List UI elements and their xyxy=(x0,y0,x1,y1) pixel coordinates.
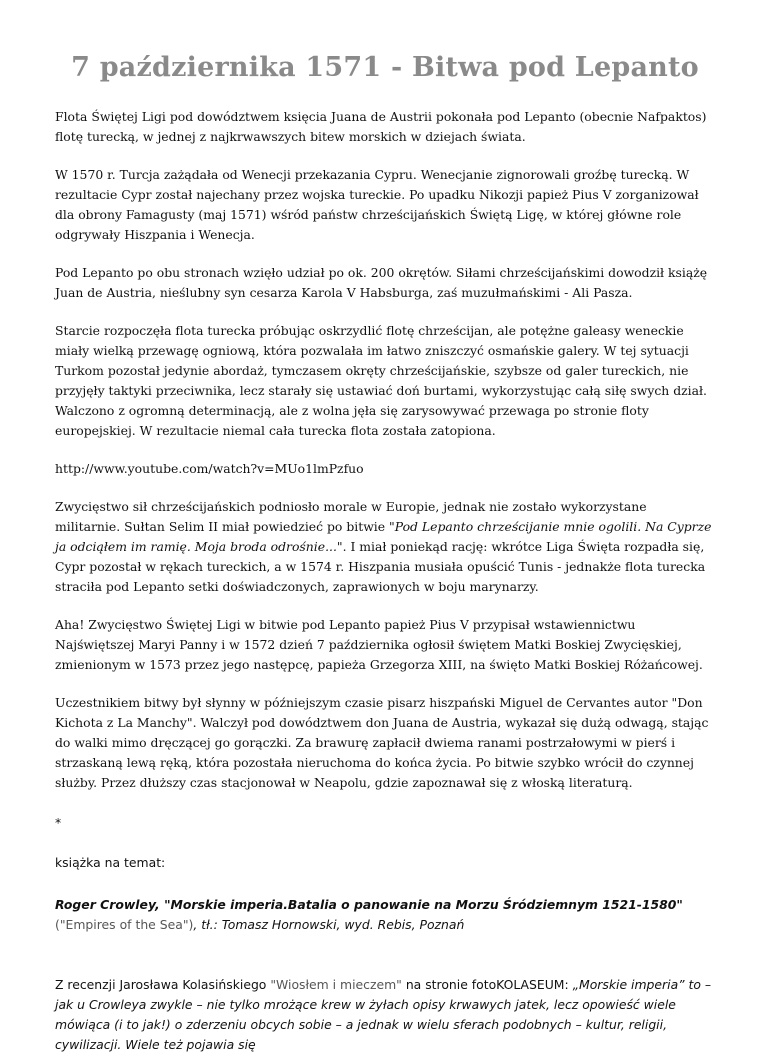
review-paragraph xyxy=(55,975,715,1055)
aftermath-text-a: Zwycięstwo sił chrześcijańskich podniosło morale w Europie, jednak nie zostało wykorzystane militarnie. Sułtan Selim II miał powiedzieć po bitwie " xyxy=(55,499,647,534)
book-publisher: , tł.: Tomasz Hornowski, wyd. Rebis, Poznań xyxy=(193,917,465,932)
paragraph-feast: Aha! Zwycięstwo Świętej Ligi w bitwie pod Lepanto papież Pius V przypisał wstawiennictwu Najświętszej Maryi Panny i w 1572 dzień 7 października ogłosił świętem Matki Boskiej Zwycięskiej, zmienionym w 1573 przez jego następcę, papieża Grzegorza XIII, na święto Matki Boskiej Różańcowej. xyxy=(55,617,703,672)
review-text-b: na stronie fotoKOLASEUM: xyxy=(401,977,573,992)
review-link[interactable]: "Wiosłem i mieczem" xyxy=(270,977,402,992)
book-original-title: ("Empires of the Sea") xyxy=(55,917,194,932)
paragraph-forces: Pod Lepanto po obu stronach wzięło udział po ok. 200 okrętów. Siłami chrześcijańskimi dowodził książę Juan de Austria, nieślubny syn cesarza Karola V Habsburga, zaś muzułmańskimi - Ali Pasza. xyxy=(55,265,708,300)
youtube-link[interactable]: http://www.youtube.com/watch?v=MUo1lmPzfuo xyxy=(55,461,364,476)
article xyxy=(55,0,715,1055)
paragraph-intro: Flota Świętej Ligi pod dowództwem księcia Juana de Austrii pokonała pod Lepanto (obecnie Nafpaktos) flotę turecką, w jednej z najkrwawszych bitew morskich w dziejach świata. xyxy=(55,109,707,144)
review-quote: „Morskie imperia” to – jak u Crowleya zwykle – nie tylko mrożące krew w żyłach opisy krwawych jatek, lecz opowieść wiele mówiąca (i to jak!) o zderzeniu obcych sobie – a jednak w wielu sferach podobnych – kultur, religii, cywilizacji. Wiele też pojawia się xyxy=(55,977,712,1052)
selim-quote: Pod Lepanto chrześcijanie mnie ogolili. Na Cyprze ja odciąłem im ramię. Moja broda odrośnie... xyxy=(55,519,712,554)
paragraph-battle: Starcie rozpoczęła flota turecka próbując oskrzydlić flotę chrześcijan, ale potężne galeasy weneckie miały wielką przewagę ogniową, która pozwalała im łatwo zniszczyć osmańskie galery. W tej sytuacji Turkom pozostał jedynie abordaż, tymczasem okręty chrześcijańskie, szybsze od galer tureckich, nie przyjęły taktyki przeciwnika, lecz starały się ustawiać doń burtami, wykorzystując całą siłę swych dział. Walczono z ogromną determinacją, ale z wolna jęła się zarysowywać przewaga po stronie floty europejskiej. W rezultacie niemal cała turecka flota została zatopiona. xyxy=(55,323,707,438)
paragraph-cervantes: Uczestnikiem bitwy był słynny w późniejszym czasie pisarz hiszpański Miguel de Cervantes autor "Don Kichota z La Manchy". Walczył pod dowództwem don Juana de Austria, wykazał się dużą odwagą, stając do walki mimo dręczącej go gorączki. Za brawurę zapłacił dwiema ranami postrzałowymi w pierś i strzaskaną lewą ręką, która pozostała nieruchoma do końca życia. Po bitwie szybko wrócił do czynnej służby. Przez dłuższy czas stacjonował w Neapolu, gdzie zapoznawał się z włoską literaturą. xyxy=(55,695,709,790)
book-intro: książka na temat: xyxy=(55,855,166,870)
book-author-title: Roger Crowley, "Morskie imperia.Batalia o panowanie na Morzu Śródziemnym 1521-1580" xyxy=(55,897,683,912)
paragraph-cyprus: W 1570 r. Turcja zażądała od Wenecji przekazania Cypru. Wenecjanie zignorowali groźbę turecką. W rezultacie Cypr został najechany przez wojska tureckie. Po upadku Nikozji papież Pius V zorganizował dla obrony Famagusty (maj 1571) wśród państw chrześcijańskich Świętą Ligę, w której główne role odgrywały Hiszpania i Wenecja. xyxy=(55,167,699,242)
aftermath-text-b: ". I miał poniekąd rację: wkrótce Liga Święta rozpadła się, Cypr pozostał w rękach tureckich, a w 1574 r. Hiszpania musiała opuścić Tunis - jednakże flota turecka straciła pod Lepanto setki doświadczonych, zaprawionych w boju marynarzy. xyxy=(55,539,706,594)
book-reference xyxy=(55,895,715,935)
review-text-a: Z recenzji Jarosława Kolasińskiego xyxy=(55,977,271,992)
paragraph-aftermath xyxy=(55,497,715,597)
page-title: 7 października 1571 - Bitwa pod Lepanto xyxy=(71,52,699,83)
separator-star: * xyxy=(55,815,62,830)
